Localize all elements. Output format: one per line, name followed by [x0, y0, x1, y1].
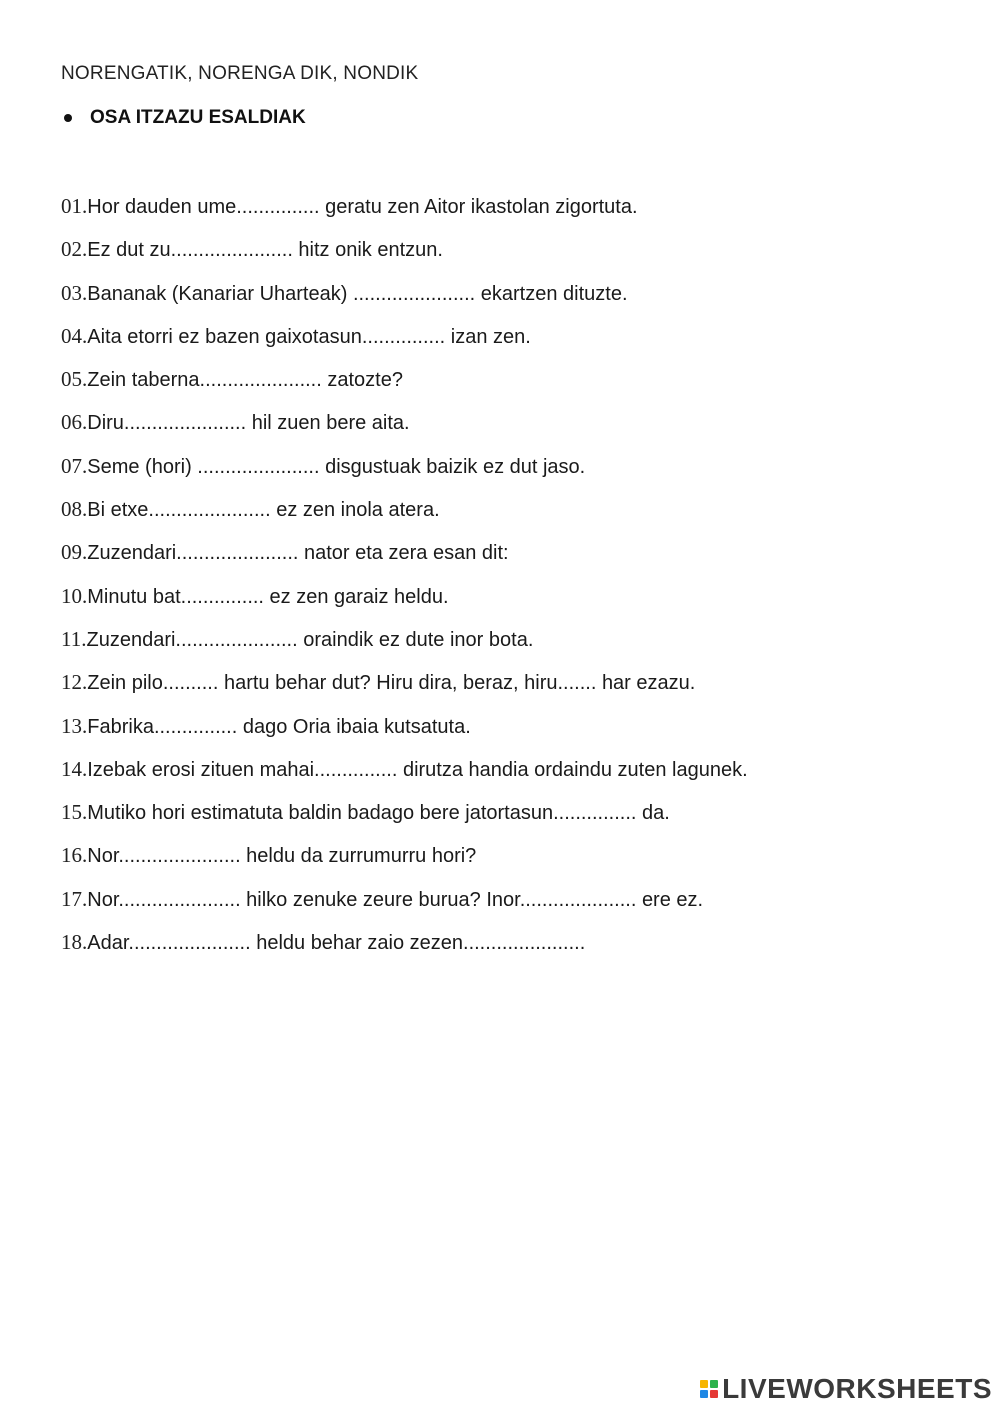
exercise-item	[61, 796, 961, 839]
page-title: NORENGATIK, NORENGA DIK, NONDIK	[61, 63, 419, 84]
exercise-text: Fabrika............... dago Oria ibaia kutsatuta.	[87, 715, 471, 738]
exercise-text: Mutiko hori estimatuta baldin badago bere jatortasun............... da.	[87, 802, 670, 825]
liveworksheets-logo	[700, 1373, 992, 1405]
logo-square-yellow	[700, 1380, 708, 1388]
exercise-text: Nor...................... heldu da zurrumurru hori?	[87, 845, 477, 868]
bullet-icon	[64, 114, 72, 122]
exercise-list	[61, 190, 961, 969]
exercise-number: 14.	[61, 756, 88, 781]
exercise-text: Nor...................... hilko zenuke zeure burua? Inor..................... ere ez.	[87, 888, 704, 911]
exercise-number: 04.	[61, 323, 88, 348]
exercise-number: 16.	[61, 843, 88, 868]
exercise-number: 06.	[61, 410, 88, 435]
logo-square-red	[710, 1390, 718, 1398]
exercise-text: Seme (hori) ...................... disgustuak baizik ez dut jaso.	[87, 455, 586, 478]
exercise-text: Zuzendari...................... oraindik ez dute inor bota.	[86, 628, 534, 651]
exercise-number: 11.	[61, 626, 87, 651]
exercise-number: 15.	[61, 800, 88, 825]
exercise-text: Diru...................... hil zuen bere aita.	[87, 412, 410, 435]
exercise-item	[61, 493, 961, 536]
exercise-number: 12.	[61, 670, 88, 695]
instruction-text: OSA ITZAZU ESALDIAK	[90, 107, 306, 128]
exercise-item	[61, 233, 961, 276]
exercise-number: 18.	[61, 930, 88, 955]
exercise-text: Minutu bat............... ez zen garaiz heldu.	[87, 585, 449, 608]
exercise-item	[61, 580, 961, 623]
exercise-text: Zein taberna...................... zatozte?	[87, 369, 403, 392]
exercise-text: Zuzendari...................... nator eta zera esan dit:	[87, 542, 509, 565]
exercise-item	[61, 277, 961, 320]
exercise-item	[61, 536, 961, 579]
exercise-item	[61, 320, 961, 363]
exercise-item	[61, 666, 961, 709]
exercise-text: Bi etxe...................... ez zen inola atera.	[87, 499, 440, 522]
logo-text: LIVEWORKSHEETS	[722, 1373, 992, 1404]
exercise-number: 05.	[61, 367, 88, 392]
exercise-text: Adar...................... heldu behar zaio zezen......................	[87, 932, 586, 955]
exercise-item	[61, 883, 961, 926]
logo-square-green	[710, 1380, 718, 1388]
exercise-number: 13.	[61, 713, 88, 738]
exercise-number: 01.	[61, 194, 88, 218]
exercise-number: 03.	[61, 280, 88, 305]
logo-square-blue	[700, 1390, 708, 1398]
exercise-number: 07.	[61, 453, 88, 478]
exercise-item	[61, 406, 961, 449]
exercise-text: Zein pilo.......... hartu behar dut? Hiru dira, beraz, hiru....... har ezazu.	[87, 672, 696, 695]
exercise-item	[61, 623, 961, 666]
exercise-text: Bananak (Kanariar Uharteak) ...................... ekartzen dituzte.	[87, 282, 628, 305]
exercise-number: 17.	[61, 886, 88, 911]
exercise-item	[61, 839, 961, 882]
instruction	[61, 107, 306, 129]
exercise-text: Hor dauden ume............... geratu zen Aitor ikastolan zigortuta.	[87, 196, 638, 218]
exercise-number: 02.	[61, 237, 88, 262]
exercise-number: 10.	[61, 583, 88, 608]
exercise-item	[61, 190, 961, 233]
exercise-item	[61, 450, 961, 493]
exercise-text: Izebak erosi zituen mahai............... dirutza handia ordaindu zuten lagunek.	[87, 758, 748, 781]
exercise-item	[61, 753, 961, 796]
exercise-item	[61, 710, 961, 753]
exercise-number: 09.	[61, 540, 88, 565]
exercise-item	[61, 363, 961, 406]
exercise-text: Ez dut zu...................... hitz onik entzun.	[87, 239, 443, 262]
exercise-item	[61, 926, 961, 969]
exercise-text: Aita etorri ez bazen gaixotasun............... izan zen.	[87, 325, 531, 348]
exercise-number: 08.	[61, 497, 88, 522]
logo-mark-icon	[700, 1380, 718, 1398]
